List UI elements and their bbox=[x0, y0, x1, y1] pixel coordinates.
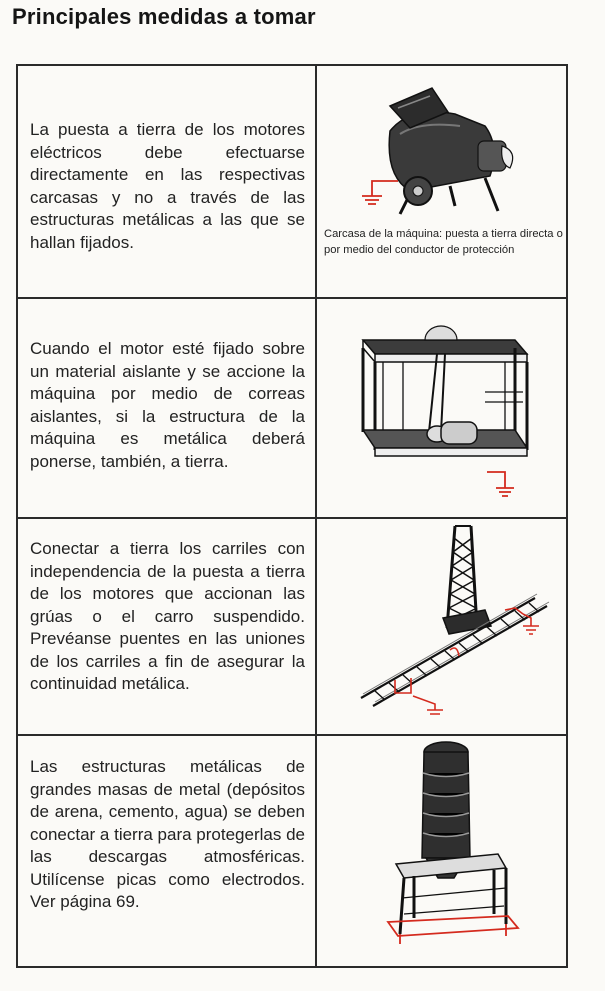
row-1-caption: Carcasa de la máquina: puesta a tierra directa o por medio del conductor de protección bbox=[324, 228, 563, 256]
crane-rails-illustration bbox=[355, 518, 555, 718]
page-title: Principales medidas a tomar bbox=[12, 4, 316, 29]
belt-machine-illustration bbox=[355, 322, 535, 500]
row-2-text: Cuando el motor esté fijado sobre un material aislante y se accione la máquina por medio de correas aislantes, si la estructura de la máquina es metálica deberá ponerse, también, a tierra. bbox=[30, 339, 305, 471]
row-divider-1 bbox=[18, 297, 566, 299]
column-divider bbox=[315, 66, 317, 966]
silo-illustration bbox=[368, 738, 558, 948]
row-1-text: La puesta a tierra de los motores eléctricos debe efectuarse directamente en las respectivas carcasas y no a través de las estructuras metálicas a las que se hallan fijados. bbox=[30, 120, 305, 252]
row-3-text: Conectar a tierra los carriles con independencia de la puesta a tierra de los motores que accionan las grúas o el carro suspendido. Prevéanse puentes en las uniones de los carriles a fin de asegurar la continuidad metálica. bbox=[30, 539, 305, 693]
row-4-text: Las estructuras metálicas de grandes masas de metal (depósitos de arena, cemento, agua) se deben conectar a tierra para protegerlas de las descargas atmosféricas. Utilícense picas como electrodos. Ver página 69. bbox=[30, 757, 305, 911]
row-divider-3 bbox=[18, 734, 566, 736]
machine-housing-illustration bbox=[350, 86, 530, 220]
